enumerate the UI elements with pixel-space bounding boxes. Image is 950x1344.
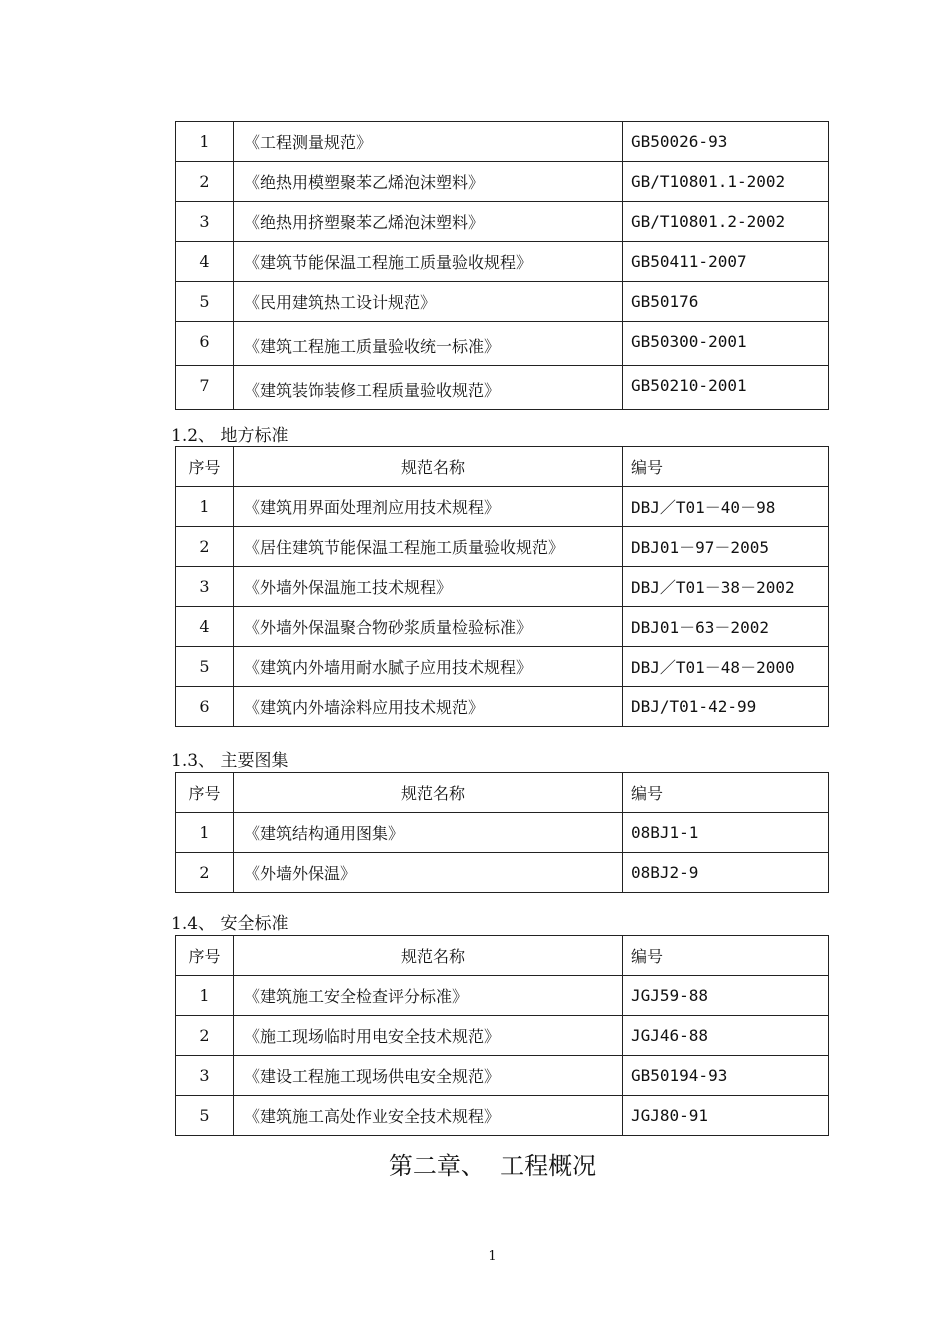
header-name: 规范名称 bbox=[234, 447, 623, 487]
standard-code: 08BJ2-9 bbox=[623, 853, 829, 893]
table-row bbox=[176, 607, 829, 647]
table-row bbox=[176, 647, 829, 687]
table-row bbox=[176, 282, 829, 322]
header-code: 编号 bbox=[623, 773, 829, 813]
table-row bbox=[176, 1016, 829, 1056]
standard-code: GB/T10801.2-2002 bbox=[623, 202, 829, 242]
standard-name: 《工程测量规范》 bbox=[234, 122, 623, 162]
standard-code: DBJ/T01-42-99 bbox=[623, 687, 829, 727]
row-number: 6 bbox=[176, 322, 234, 366]
standard-name: 《建筑施工高处作业安全技术规程》 bbox=[234, 1096, 623, 1136]
standard-code: DBJ01－97－2005 bbox=[623, 527, 829, 567]
table-header-row bbox=[176, 936, 829, 976]
table-header-row bbox=[176, 773, 829, 813]
standard-name: 《建筑内外墙用耐水腻子应用技术规程》 bbox=[234, 647, 623, 687]
standard-code: JGJ59-88 bbox=[623, 976, 829, 1016]
table-row bbox=[176, 853, 829, 893]
standard-name: 《民用建筑热工设计规范》 bbox=[234, 282, 623, 322]
header-number: 序号 bbox=[176, 936, 234, 976]
row-number: 3 bbox=[176, 567, 234, 607]
table-row bbox=[176, 813, 829, 853]
standard-code: DBJ／T01－40－98 bbox=[623, 487, 829, 527]
standard-code: GB50300-2001 bbox=[623, 322, 829, 366]
standard-code: DBJ01－63－2002 bbox=[623, 607, 829, 647]
row-number: 1 bbox=[176, 487, 234, 527]
standard-code: JGJ46-88 bbox=[623, 1016, 829, 1056]
standard-code: GB50176 bbox=[623, 282, 829, 322]
standard-name: 《绝热用模塑聚苯乙烯泡沫塑料》 bbox=[234, 162, 623, 202]
row-number: 5 bbox=[176, 282, 234, 322]
local-standards-table bbox=[175, 446, 829, 727]
table-row bbox=[176, 567, 829, 607]
row-number: 3 bbox=[176, 1056, 234, 1096]
row-number: 2 bbox=[176, 853, 234, 893]
chapter-title: 第二章、 工程概况 bbox=[388, 1152, 597, 1180]
row-number: 5 bbox=[176, 647, 234, 687]
section-title-safety-standards: 1.4、 安全标准 bbox=[171, 914, 289, 934]
row-number: 5 bbox=[176, 1096, 234, 1136]
standard-name: 《建筑施工安全检查评分标准》 bbox=[234, 976, 623, 1016]
standard-name: 《外墙外保温聚合物砂浆质量检验标准》 bbox=[234, 607, 623, 647]
table-row bbox=[176, 1056, 829, 1096]
row-number: 2 bbox=[176, 1016, 234, 1056]
header-code: 编号 bbox=[623, 447, 829, 487]
standard-name: 《建筑工程施工质量验收统一标准》 bbox=[234, 322, 623, 366]
table-row bbox=[176, 976, 829, 1016]
table-row bbox=[176, 527, 829, 567]
table-row bbox=[176, 487, 829, 527]
page-number: 1 bbox=[488, 1249, 497, 1264]
standard-code: DBJ／T01－38－2002 bbox=[623, 567, 829, 607]
standard-name: 《建筑用界面处理剂应用技术规程》 bbox=[234, 487, 623, 527]
header-number: 序号 bbox=[176, 773, 234, 813]
standard-code: DBJ／T01－48－2000 bbox=[623, 647, 829, 687]
row-number: 2 bbox=[176, 162, 234, 202]
standard-code: GB50411-2007 bbox=[623, 242, 829, 282]
table-row bbox=[176, 322, 829, 366]
standard-name: 《建筑装饰装修工程质量验收规范》 bbox=[234, 366, 623, 410]
standard-name: 《施工现场临时用电安全技术规范》 bbox=[234, 1016, 623, 1056]
header-number: 序号 bbox=[176, 447, 234, 487]
header-name: 规范名称 bbox=[234, 773, 623, 813]
standard-name: 《外墙外保温》 bbox=[234, 853, 623, 893]
row-number: 6 bbox=[176, 687, 234, 727]
standard-name: 《建设工程施工现场供电安全规范》 bbox=[234, 1056, 623, 1096]
standard-code: GB/T10801.1-2002 bbox=[623, 162, 829, 202]
row-number: 3 bbox=[176, 202, 234, 242]
standard-code: 08BJ1-1 bbox=[623, 813, 829, 853]
safety-standards-table bbox=[175, 935, 829, 1136]
table-row bbox=[176, 242, 829, 282]
row-number: 1 bbox=[176, 122, 234, 162]
standard-code: GB50210-2001 bbox=[623, 366, 829, 410]
row-number: 2 bbox=[176, 527, 234, 567]
standard-name: 《居住建筑节能保温工程施工质量验收规范》 bbox=[234, 527, 623, 567]
row-number: 1 bbox=[176, 813, 234, 853]
standard-name: 《外墙外保温施工技术规程》 bbox=[234, 567, 623, 607]
row-number: 7 bbox=[176, 366, 234, 410]
section-title-local-standards: 1.2、 地方标准 bbox=[171, 426, 289, 446]
table-row bbox=[176, 366, 829, 410]
row-number: 4 bbox=[176, 607, 234, 647]
standard-name: 《绝热用挤塑聚苯乙烯泡沫塑料》 bbox=[234, 202, 623, 242]
standard-code: GB50194-93 bbox=[623, 1056, 829, 1096]
standard-name: 《建筑内外墙涂料应用技术规范》 bbox=[234, 687, 623, 727]
table-row bbox=[176, 122, 829, 162]
atlas-table bbox=[175, 772, 829, 893]
standard-code: GB50026-93 bbox=[623, 122, 829, 162]
national-standards-table bbox=[175, 121, 829, 410]
standard-name: 《建筑节能保温工程施工质量验收规程》 bbox=[234, 242, 623, 282]
table-row bbox=[176, 162, 829, 202]
header-name: 规范名称 bbox=[234, 936, 623, 976]
row-number: 1 bbox=[176, 976, 234, 1016]
header-code: 编号 bbox=[623, 936, 829, 976]
table-header-row bbox=[176, 447, 829, 487]
row-number: 4 bbox=[176, 242, 234, 282]
standard-code: JGJ80-91 bbox=[623, 1096, 829, 1136]
table-row bbox=[176, 202, 829, 242]
section-title-main-atlas: 1.3、 主要图集 bbox=[171, 751, 289, 771]
table-row bbox=[176, 687, 829, 727]
table-row bbox=[176, 1096, 829, 1136]
standard-name: 《建筑结构通用图集》 bbox=[234, 813, 623, 853]
